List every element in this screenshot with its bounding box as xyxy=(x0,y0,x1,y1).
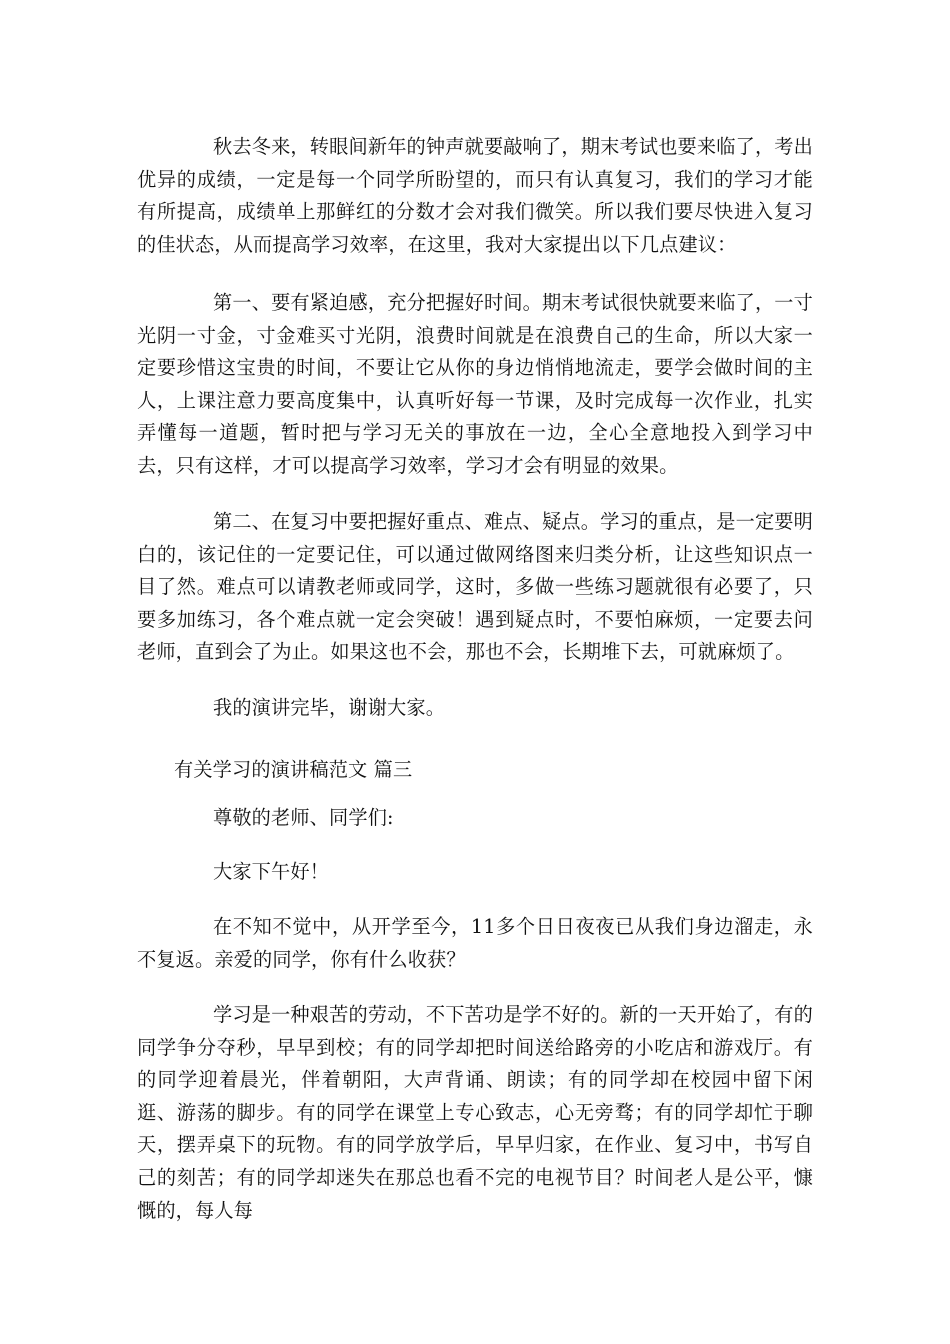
paragraph-greeting: 大家下午好！ xyxy=(213,860,330,883)
paragraph-salutation: 尊敬的老师、同学们: xyxy=(213,806,394,829)
paragraph-intro: 秋去冬来，转眼间新年的钟声就要敲响了，期末考试也要来临了，考出优异的成绩，一定是每一个同学所盼望的，而只有认真复习，我们的学习才能有所提高，成绩单上那鲜红的分数才会对我们微笑。所以我们要尽快进入复习的佳状态，从而提高学习效率，在这里，我对大家提出以下几点建议： xyxy=(137,135,813,256)
paragraph-reflection: 在不知不觉中，从开学至今，11多个日日夜夜已从我们身边溜走，永不复返。亲爱的同学，你有什么收获？ xyxy=(137,915,813,971)
paragraph-point-two: 第二、在复习中要把握好重点、难点、疑点。学习的重点，是一定要明白的，该记住的一定要记住，可以通过做网络图来归类分析，让这些知识点一目了然。难点可以请教老师或同学，这时，多做一些练习题就很有必要了，只要多加练习，各个难点就一定会突破！遇到疑点时，不要怕麻烦，一定要去问老师，直到会了为止。如果这也不会，那也不会，长期堆下去，可就麻烦了。 xyxy=(137,510,813,664)
section-heading: 有关学习的演讲稿范文 篇三 xyxy=(174,758,413,781)
paragraph-closing: 我的演讲完毕，谢谢大家。 xyxy=(213,696,446,719)
paragraph-study: 学习是一种艰苦的劳动，不下苦功是学不好的。新的一天开始了，有的同学争分夺秒，早早到校；有的同学却把时间送给路旁的小吃店和游戏厅。有的同学迎着晨光，伴着朝阳，大声背诵、朗读；有的同学却在校园中留下闲逛、游荡的脚步。有的同学在课堂上专心致志，心无旁骛；有的同学却忙于聊天，摆弄桌下的玩物。有的同学放学后，早早归家，在作业、复习中，书写自己的刻苦；有的同学却迷失在那总也看不完的电视节目？时间老人是公平，慷慨的，每人每 xyxy=(137,1003,813,1222)
paragraph-point-one: 第一、要有紧迫感，充分把握好时间。期末考试很快就要来临了，一寸光阴一寸金，寸金难买寸光阴，浪费时间就是在浪费自己的生命，所以大家一定要珍惜这宝贵的时间，不要让它从你的身边悄悄地流走，要学会做时间的主人，上课注意力要高度集中，认真听好每一节课，及时完成每一次作业，扎实弄懂每一道题，暂时把与学习无关的事放在一边，全心全意地投入到学习中去，只有这样，才可以提高学习效率，学习才会有明显的效果。 xyxy=(137,291,813,477)
